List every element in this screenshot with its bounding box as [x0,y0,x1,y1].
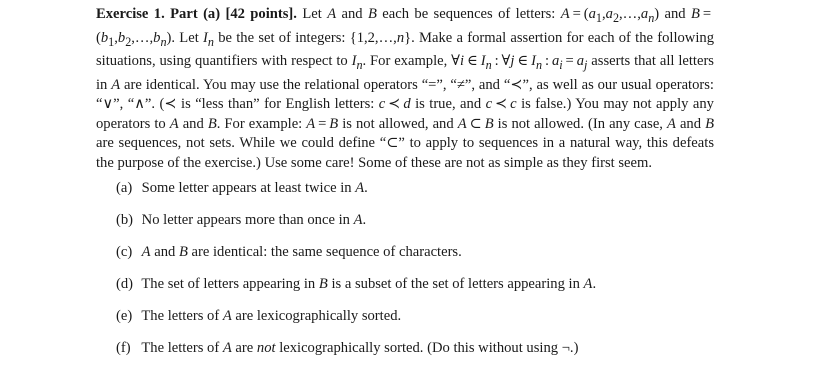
item-a: (a) Some letter appears at least twice in A. [116,180,368,196]
exercise-heading: Exercise 1. Part (a) [42 points]. [96,6,297,22]
item-e: (e) The letters of A are lexicographically sorted. [116,308,402,324]
item-c: (c) A and B are identical: the same sequence of characters. [116,244,462,260]
item-d: (d) The set of letters appearing in B is a subset of the set of letters appearing in A. [116,276,597,292]
item-f: (f) The letters of A are not lexicographically sorted. (Do this without using ¬.) [116,340,579,356]
item-b: (b) No letter appears more than once in A. [116,212,367,228]
exercise-paragraph [96,5,714,173]
exercise-body: Let A and B each be sequences of letters: $A = (a_1,a_2,\dots,a_n)$ and $B = (b_1,b_2,\dots,b_n)$. Let $I_n$ be the set of integers: {1,2,…,n}. Make a formal assertion for each of the following situations, using quantifiers with respect to $I_n$. For example, ∀i ∈ $I_n$ : ∀j ∈ $I_n$ : $a_i = a_j$ asserts that all letters in A are identical. You may use the relational operators “=”, “≠”, and “≺”, as well as our usual operators: “∨”, “∧”. (≺ is “less than” for English letters: c ≺ d is true, and c ≺ c is false.) You may not apply any operators to A and B. For example: A = B is not allowed, and A ⊂ B is not allowed. (In any case, A and B are sequences, not sets. While we could define “⊂” to apply to sequences in a natural way, this defeats the purpose of the exercise.) Use some care! Some of these are not as simple as they first seem. [96,6,714,171]
